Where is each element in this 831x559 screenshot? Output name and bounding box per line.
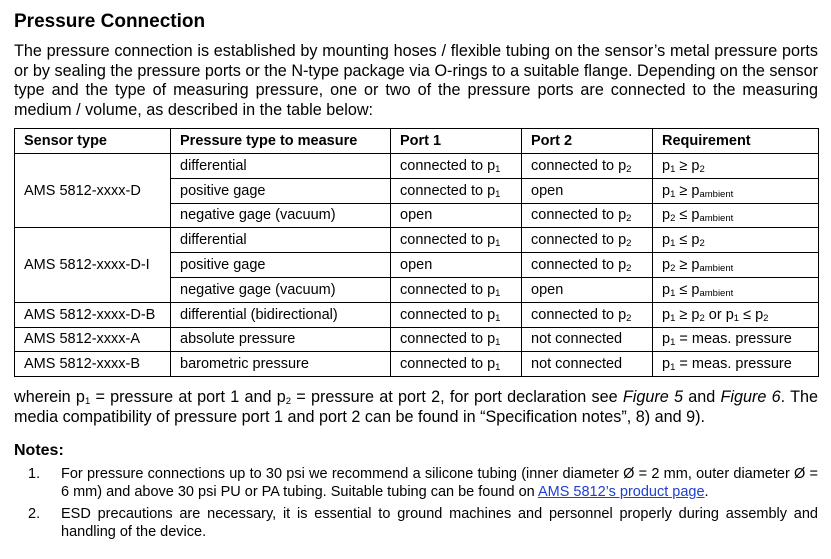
after-text-4: and (683, 388, 721, 406)
notes-title: Notes: (14, 442, 64, 459)
intro-paragraph: The pressure connection is established by mounting hoses / flexible tubing on the sensor’s metal pressure ports or by sealing the pressure ports or the N-type package via O-rings to a suitable flange. Depending on the sensor type and the type of measuring pressure, one or two of the pressure ports are connected to the measuring medium / volume, as described in the table below: (14, 42, 818, 119)
port-2-cell: connected to $p_2$ (522, 154, 653, 179)
after-text-5: . The media compatibility of pressure port 1 and port 2 can be found in “Specification notes”, 8) and 9). (14, 388, 818, 426)
requirement-cell: $p_1 \le p_2$ (653, 228, 819, 253)
table-row (15, 228, 819, 253)
requirement-cell: $p_1 \ge p_2$ (653, 154, 819, 179)
after-sub-1: 1 (84, 396, 91, 407)
requirement-cell: $p_1$ = meas. pressure (653, 352, 819, 377)
sensor-type-cell: AMS 5812-xxxx-D-I (15, 228, 171, 302)
notes-list (14, 465, 818, 545)
header-pressure-type: Pressure type to measure (171, 129, 391, 154)
port-1-cell: connected to $p_1$ (391, 228, 522, 253)
port-2-cell: not connected (522, 327, 653, 352)
port-2-cell: open (522, 178, 653, 203)
header-port-2: Port 2 (522, 129, 653, 154)
port-1-cell: connected to $p_1$ (391, 178, 522, 203)
note-text: ESD precautions are necessary, it is essential to ground machines and personnel properly during assembly and handling of the device. (61, 506, 818, 540)
note-text: For pressure connections up to 30 psi we recommend a silicone tubing (inner diameter Ø = 2 mm, outer diameter Ø = 6 mm) and above 30 psi PU or PA tubing. Suitable tubing can be found on (61, 466, 818, 500)
port-1-cell: connected to $p_1$ (391, 302, 522, 327)
port-1-cell: connected to $p_1$ (391, 327, 522, 352)
pressure-type-cell: absolute pressure (171, 327, 391, 352)
pressure-connection-table (14, 128, 819, 377)
port-1-cell: connected to $p_1$ (391, 277, 522, 302)
sensor-type-cell: AMS 5812-xxxx-A (15, 327, 171, 352)
header-sensor-type: Sensor type (15, 129, 171, 154)
requirement-cell: $p_2 \ge p_{ambient}$ (653, 253, 819, 278)
pressure-type-cell: differential (171, 228, 391, 253)
table-row (15, 352, 819, 377)
table-header-row (15, 129, 819, 154)
note-tail: . (704, 484, 709, 500)
requirement-cell: $p_2 \le p_{ambient}$ (653, 203, 819, 228)
pressure-type-cell: positive gage (171, 253, 391, 278)
pressure-type-cell: differential (bidirectional) (171, 302, 391, 327)
port-2-cell: not connected (522, 352, 653, 377)
requirement-cell: $p_1 \ge p_2$ or $p_1 \le p_2$ (653, 302, 819, 327)
port-2-cell: open (522, 277, 653, 302)
table-row (15, 327, 819, 352)
note-number: 1. (28, 466, 41, 482)
requirement-cell: $p_1 \le p_{ambient}$ (653, 277, 819, 302)
figure-6-ref: Figure 6 (720, 388, 781, 406)
figure-5-ref: Figure 5 (622, 388, 684, 406)
pressure-type-cell: positive gage (171, 178, 391, 203)
header-port-1: Port 1 (391, 129, 522, 154)
port-1-cell: connected to $p_1$ (391, 352, 522, 377)
port-1-cell: connected to $p_1$ (391, 154, 522, 179)
pressure-type-cell: barometric pressure (171, 352, 391, 377)
after-text-2: = pressure at port 1 and p (90, 388, 286, 406)
port-1-cell: open (391, 253, 522, 278)
port-1-cell: open (391, 203, 522, 228)
port-2-cell: connected to $p_2$ (522, 203, 653, 228)
sensor-type-cell: AMS 5812-xxxx-D-B (15, 302, 171, 327)
pressure-type-cell: negative gage (vacuum) (171, 277, 391, 302)
requirement-cell: $p_1 \ge p_{ambient}$ (653, 178, 819, 203)
after-sub-2: 2 (285, 396, 292, 407)
note-number: 2. (28, 506, 41, 522)
table-row (15, 302, 819, 327)
after-text-3: = pressure at port 2, for port declaration see (291, 388, 623, 406)
pressure-type-cell: negative gage (vacuum) (171, 203, 391, 228)
pressure-type-cell: differential (171, 154, 391, 179)
table-row (15, 154, 819, 179)
sensor-type-cell: AMS 5812-xxxx-B (15, 352, 171, 377)
port-2-cell: connected to $p_2$ (522, 253, 653, 278)
note-item (14, 505, 818, 541)
section-title: Pressure Connection (14, 11, 206, 32)
table-body (15, 154, 819, 377)
product-page-link[interactable]: AMS 5812’s product page (537, 484, 705, 500)
port-2-cell: connected to $p_2$ (522, 228, 653, 253)
after-text-1: wherein p (14, 388, 85, 406)
note-item (14, 465, 818, 501)
header-requirement: Requirement (653, 129, 819, 154)
after-table-paragraph (14, 388, 818, 427)
sensor-type-cell: AMS 5812-xxxx-D (15, 154, 171, 228)
requirement-cell: $p_1$ = meas. pressure (653, 327, 819, 352)
port-2-cell: connected to $p_2$ (522, 302, 653, 327)
